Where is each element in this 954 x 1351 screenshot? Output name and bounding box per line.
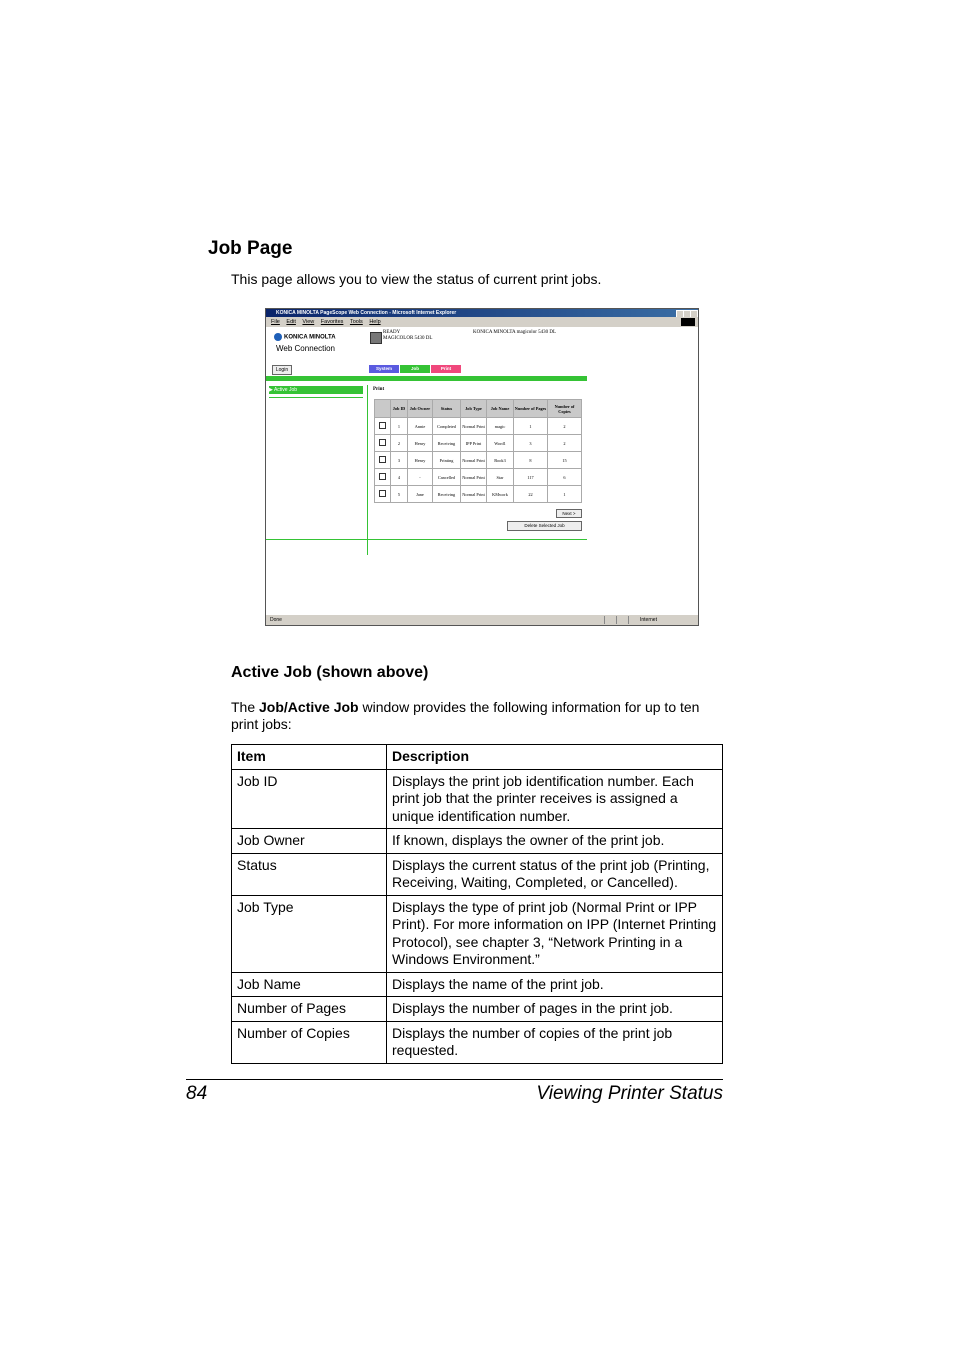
th-item: Item — [232, 745, 387, 770]
lead-pre: The — [231, 699, 260, 715]
cell-job-id: 1 — [391, 418, 408, 435]
cell-type: Normal Print — [461, 418, 487, 435]
cell-status: Completed — [433, 418, 461, 435]
th-status: Status — [433, 400, 461, 418]
row-checkbox[interactable] — [379, 490, 386, 497]
table-row — [375, 486, 582, 503]
tab-system[interactable]: System — [369, 365, 399, 373]
delete-selected-job-button[interactable]: Delete Selected Job — [507, 521, 582, 531]
status-zone: Internet — [640, 617, 657, 623]
menu-favorites[interactable]: Favorites — [320, 319, 344, 325]
cell-type: Normal Print — [461, 452, 487, 469]
brand-logo — [274, 333, 336, 341]
cell-owner: - — [408, 469, 433, 486]
lead-bold: Job/Active Job — [259, 699, 359, 715]
desc-text: Displays the number of pages in the print job. — [387, 997, 723, 1022]
cell-status: Receiving — [433, 435, 461, 452]
row-checkbox[interactable] — [379, 439, 386, 446]
row-checkbox[interactable] — [379, 473, 386, 480]
cell-copies: 15 — [548, 452, 582, 469]
cell-job-id: 3 — [391, 452, 408, 469]
cell-status: Receiving — [433, 486, 461, 503]
brand-name: KONICA MINOLTA — [284, 334, 336, 341]
desc-text: Displays the current status of the print job (Printing, Receiving, Waiting, Completed, or Cancelled). — [387, 853, 723, 895]
lead-paragraph — [231, 699, 721, 733]
tab-print[interactable]: Print — [431, 365, 461, 373]
cell-owner: Henry — [408, 435, 433, 452]
table-row — [375, 435, 582, 452]
cell-type: Normal Print — [461, 486, 487, 503]
printer-icon — [370, 332, 382, 344]
green-divider — [266, 376, 587, 381]
cell-copies: 2 — [548, 435, 582, 452]
cell-owner: Jane — [408, 486, 433, 503]
menu-bar — [266, 317, 698, 327]
table-row — [232, 853, 723, 895]
th-job-id: Job ID — [391, 400, 408, 418]
browser-screenshot — [265, 308, 699, 626]
table-row — [232, 1021, 723, 1063]
th-job-type: Job Type — [461, 400, 487, 418]
menu-help[interactable]: Help — [369, 319, 381, 325]
cell-name: Star — [487, 469, 514, 486]
window-title: KONICA MINOLTA PageScope Web Connection - Microsoft Internet Explorer — [276, 310, 457, 316]
cell-owner: Henry — [408, 452, 433, 469]
cell-copies: 6 — [548, 469, 582, 486]
tab-job[interactable]: Job — [400, 365, 430, 373]
cell-type: IPP Print — [461, 435, 487, 452]
cell-copies: 1 — [548, 486, 582, 503]
page-content — [266, 327, 698, 615]
th-job-owner: Job Owner — [408, 400, 433, 418]
menu-file[interactable]: File — [271, 319, 280, 325]
menu-edit[interactable]: Edit — [286, 319, 296, 325]
window-titlebar — [266, 309, 698, 317]
th-copies: Number of Copies — [548, 400, 582, 418]
intro-text: This page allows you to view the status of current print jobs. — [231, 271, 602, 287]
cell-job-id: 5 — [391, 486, 408, 503]
sidebar-item-active-job[interactable]: ▶ Active Job — [269, 386, 363, 394]
model-text: MAGICOLOR 5430 DL — [383, 336, 433, 341]
footer-title: Viewing Printer Status — [536, 1083, 723, 1104]
desc-item: Job Name — [232, 972, 387, 997]
cell-owner: Annie — [408, 418, 433, 435]
vertical-divider — [367, 385, 368, 555]
desc-item: Number of Pages — [232, 997, 387, 1022]
cell-pages: 22 — [514, 486, 548, 503]
table-row — [375, 418, 582, 435]
desc-item: Job ID — [232, 769, 387, 829]
row-checkbox[interactable] — [379, 456, 386, 463]
lead-post: window provides the following information for up to ten print jobs: — [231, 699, 700, 732]
desc-text: If known, displays the owner of the print job. — [387, 829, 723, 854]
desc-item: Job Type — [232, 895, 387, 972]
cell-job-id: 4 — [391, 469, 408, 486]
table-row — [232, 829, 723, 854]
cell-type: Normal Print — [461, 469, 487, 486]
desc-text: Displays the type of print job (Normal Print or IPP Print). For more information on IPP (Internet Printing Protocol), see chapter 3, “Network Printing in a Windows Environment.” — [387, 895, 723, 972]
cell-name: Word1 — [487, 435, 514, 452]
footer-rule — [186, 1079, 723, 1080]
konica-logo-icon — [274, 333, 282, 341]
desc-text: Displays the name of the print job. — [387, 972, 723, 997]
desc-header-row — [232, 745, 723, 770]
cell-name: Book3 — [487, 452, 514, 469]
cell-status: Printing — [433, 452, 461, 469]
subsection-title: Active Job (shown above) — [231, 664, 429, 681]
cell-pages: 1 — [514, 418, 548, 435]
menu-tools[interactable]: Tools — [349, 319, 363, 325]
login-button[interactable]: Login — [272, 365, 292, 375]
cell-pages: 8 — [514, 452, 548, 469]
windows-logo-icon — [681, 318, 695, 326]
table-row — [232, 895, 723, 972]
table-row — [232, 769, 723, 829]
cell-name: magic — [487, 418, 514, 435]
th-select — [375, 400, 391, 418]
sidebar-divider — [269, 397, 363, 398]
desc-item: Number of Copies — [232, 1021, 387, 1063]
next-button[interactable]: Next > — [556, 509, 582, 518]
table-row — [375, 469, 582, 486]
th-job-name: Job Name — [487, 400, 514, 418]
cell-copies: 2 — [548, 418, 582, 435]
table-row — [232, 972, 723, 997]
desc-item: Status — [232, 853, 387, 895]
cell-pages: 117 — [514, 469, 548, 486]
printer-status — [383, 330, 432, 342]
desc-text: Displays the print job identification number. Each print job that the printer receives is assigned a unique identification number. — [387, 769, 723, 829]
print-label: Print — [373, 387, 385, 392]
th-pages: Number of Pages — [514, 400, 548, 418]
model-right: KONICA MINOLTA magicolor 5430 DL — [473, 330, 557, 335]
product-name: Web Connection — [276, 344, 335, 353]
desc-item: Job Owner — [232, 829, 387, 854]
table-row — [232, 997, 723, 1022]
desc-text: Displays the number of copies of the print job requested. — [387, 1021, 723, 1063]
table-row — [375, 452, 582, 469]
cell-pages: 3 — [514, 435, 548, 452]
menu-view[interactable]: View — [302, 319, 315, 325]
jobs-table — [374, 399, 582, 503]
jobs-header-row — [375, 400, 582, 418]
cell-status: Cancelled — [433, 469, 461, 486]
page-number: 84 — [186, 1083, 208, 1104]
status-bar — [266, 615, 698, 625]
status-done: Done — [270, 617, 282, 623]
section-title: Job Page — [208, 238, 293, 259]
status-text: READY — [383, 330, 401, 335]
th-description: Description — [387, 745, 723, 770]
cell-name: KMwork — [487, 486, 514, 503]
bottom-green-divider — [266, 539, 587, 540]
description-table — [231, 744, 723, 1064]
row-checkbox[interactable] — [379, 422, 386, 429]
cell-job-id: 2 — [391, 435, 408, 452]
